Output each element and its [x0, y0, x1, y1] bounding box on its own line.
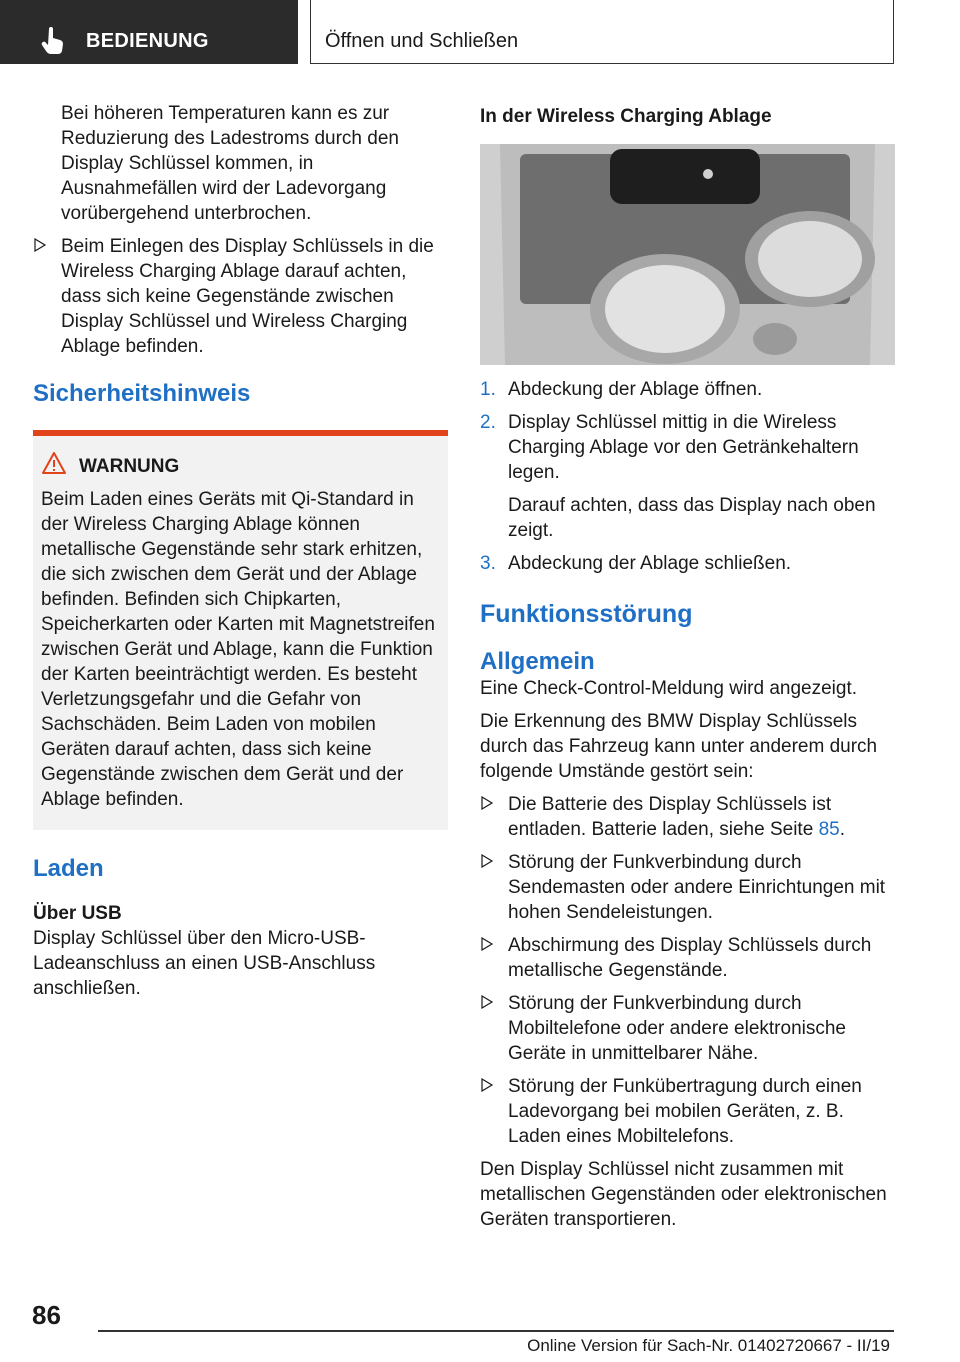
left-column	[33, 101, 448, 1009]
list-item: Störung der Funkübertragung durch einen Ladevorgang bei mobilen Geräten, z. B. Laden eines Mobiltelefons.	[480, 1074, 895, 1149]
list-item: Die Batterie des Display Schlüssels ist entladen. Batterie laden, siehe Seite 85.	[480, 792, 895, 842]
closing-paragraph: Den Display Schlüssel nicht zusammen mit metallischen Gegenständen oder elektronischen Geräten transportieren.	[480, 1159, 887, 1230]
footer-divider	[98, 1330, 894, 1332]
wireless-charging-photo	[480, 144, 895, 365]
usb-text: Display Schlüssel über den Micro-USB-Ladeanschluss an einen USB-Anschluss anschließen.	[33, 928, 376, 999]
general-paragraph-1: Eine Check-Control-Meldung wird angezeigt.	[480, 678, 858, 699]
section-label: BEDIENUNG	[86, 30, 209, 52]
step-item: 2. Display Schlüssel mittig in die Wireless Charging Ablage vor den Getränkehaltern legen.	[480, 412, 859, 483]
warning-text: Beim Laden eines Geräts mit Qi-Standard in der Wireless Charging Ablage können metallische Gegenstände sehr stark erhitzen, die sich zwischen dem Gerät und der Ablage befinden. Befinden sich Chipkarten, Speicherkarten oder Karten mit Magnetstreifen zwischen Gerät und Ablage, kann die Funktion der Karten beeinträchtigt werden. Es besteht Verletzungsgefahr und die Gefahr von Sachschäden. Beim Laden von mobilen Geräten darauf achten, dass sich keine Gegenstände zwischen dem Gerät und der Ablage befinden.	[41, 489, 435, 810]
warning-triangle-icon	[41, 451, 67, 475]
warning-title: WARNUNG	[79, 454, 442, 479]
right-column	[480, 104, 895, 129]
warning-box	[33, 430, 448, 830]
wc-heading: In der Wireless Charging Ablage	[480, 106, 772, 127]
triangle-bullet-icon	[480, 1078, 494, 1092]
step-item: 1. Abdeckung der Ablage öffnen.	[480, 379, 763, 400]
hand-pointer-icon	[40, 27, 66, 55]
safety-heading: Sicherheitshinweis	[33, 380, 251, 407]
page-number: 86	[32, 1300, 61, 1330]
triangle-bullet-icon	[480, 854, 494, 868]
usb-heading: Über USB	[33, 903, 122, 924]
triangle-bullet-icon	[480, 937, 494, 951]
list-item: Abschirmung des Display Schlüssels durch metallische Gegenstände.	[480, 933, 895, 983]
chapter-label: Öffnen und Schließen	[325, 30, 519, 52]
laden-heading: Laden	[33, 855, 104, 882]
list-item: Störung der Funkverbindung durch Mobiltelefone oder andere elektronische Geräte in unmittelbarer Nähe.	[480, 991, 895, 1066]
list-item: Beim Einlegen des Display Schlüssels in die Wireless Charging Ablage darauf achten, dass sich keine Gegenstände zwischen Display Schlüssel und Wireless Charging Ablage befinden.	[33, 234, 448, 359]
footer-version: Online Version für Sach-Nr. 01402720667 - II/19	[527, 1336, 890, 1355]
page-link[interactable]: 85	[818, 819, 840, 840]
triangle-bullet-icon	[33, 238, 47, 252]
steps-and-faults	[480, 377, 895, 1240]
continued-paragraph: Bei höheren Temperaturen kann es zur Reduzierung des Ladestroms durch den Display Schlüssel kommen, in Ausnahmefällen wird der Ladevorgang vorübergehend unterbrochen.	[61, 103, 399, 224]
general-paragraph-2: Die Erkennung des BMW Display Schlüssels durch das Fahrzeug kann unter anderem durch folgende Umstände gestört sein:	[480, 711, 878, 782]
chapter-tab	[310, 0, 894, 64]
step-note: Darauf achten, dass das Display nach oben zeigt.	[508, 495, 876, 541]
step-item: 3. Abdeckung der Ablage schließen.	[480, 553, 792, 574]
triangle-bullet-icon	[480, 796, 494, 810]
list-item: Störung der Funkverbindung durch Sendemasten oder andere Einrichtungen mit hohen Sendeleistungen.	[480, 850, 895, 925]
triangle-bullet-icon	[480, 995, 494, 1009]
section-tab	[0, 0, 298, 64]
general-heading: Allgemein	[480, 648, 595, 675]
fault-heading: Funktionsstörung	[480, 600, 693, 628]
